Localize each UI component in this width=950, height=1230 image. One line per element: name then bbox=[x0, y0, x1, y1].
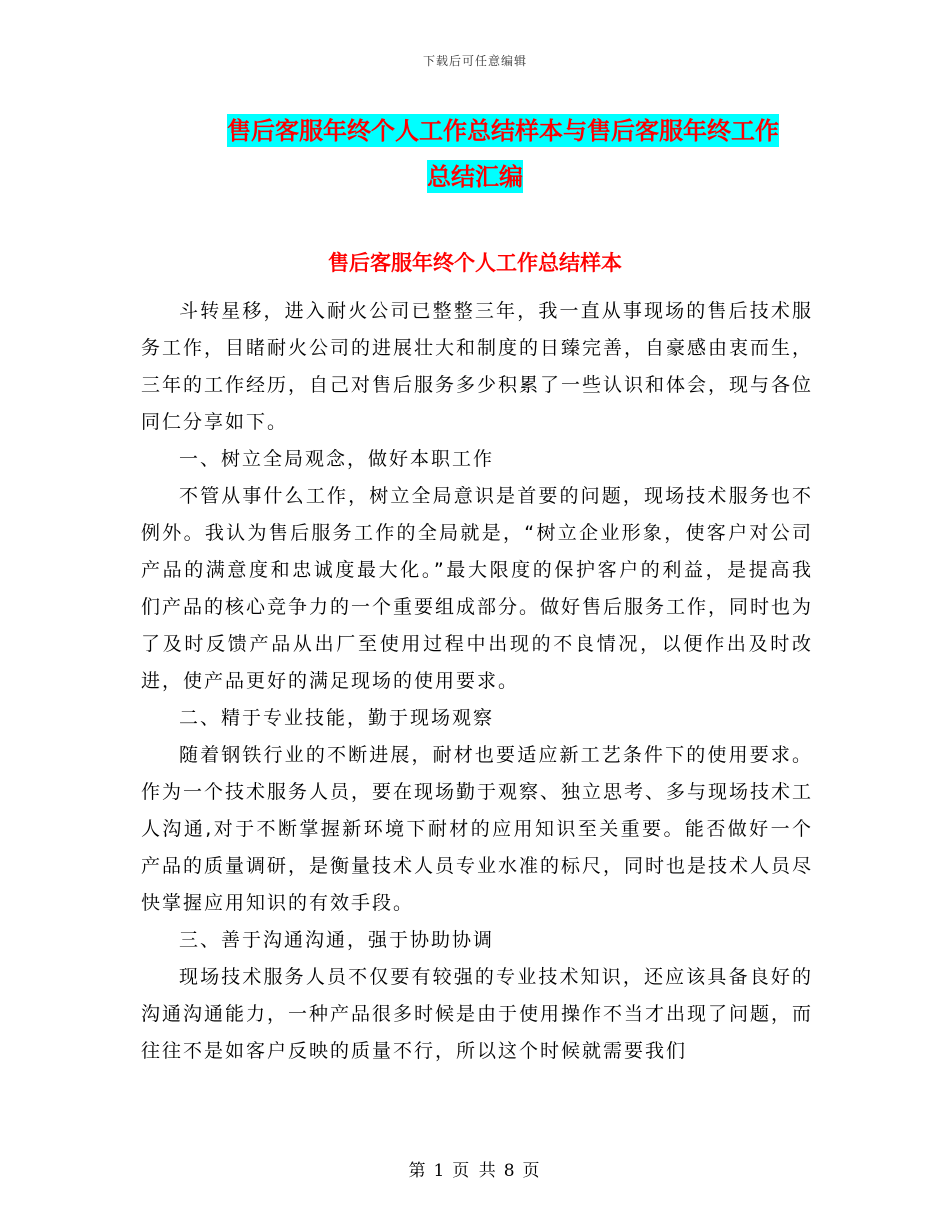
document-title bbox=[0, 108, 950, 200]
footer-total-pages: 8 bbox=[503, 1161, 517, 1181]
footer-middle: 页 共 bbox=[452, 1161, 498, 1181]
page-footer bbox=[0, 1156, 950, 1181]
paragraph-2: 随着钢铁行业的不断进展，耐材也要适应新工艺条件下的使用要求。作为一个技术服务人员，要在现场勤于观察、独立思考、多与现场技术工人沟通,对于不断掌握新环境下耐材的应用知识至关重要。能否做好一个产品的质量调研，是衡量技术人员专业水准的标尺，同时也是技术人员尽快掌握应用知识的有效手段。 bbox=[141, 744, 814, 914]
document-body bbox=[141, 293, 813, 1070]
paragraph-1: 不管从事什么工作，树立全局意识是首要的问题，现场技术服务也不例外。我认为售后服务工作的全局就是，“树立企业形象，使客户对公司产品的满意度和忠诚度最大化。”最大限度的保护客户的利益，是提高我们产品的核心竞争力的一个重要组成部分。做好售后服务工作，同时也为了及时反馈产品从出厂至使用过程中出现的不良情况，以便作出及时改进，使产品更好的满足现场的使用要求。 bbox=[141, 485, 814, 692]
heading-3: 三、善于沟通沟通，强于协助协调 bbox=[179, 929, 495, 951]
section-title: 售后客服年终个人工作总结样本 bbox=[328, 250, 622, 275]
heading-2: 二、精于专业技能，勤于现场观察 bbox=[179, 707, 495, 729]
paragraph-3: 现场技术服务人员不仅要有较强的专业技术知识，还应该具备良好的沟通沟通能力，一种产品很多时候是由于使用操作不当才出现了问题，而往往不是如客户反映的质量不行，所以这个时候就需要我们 bbox=[141, 966, 814, 1062]
paragraph-intro: 斗转星移，进入耐火公司已整整三年，我一直从事现场的售后技术服务工作，目睹耐火公司的进展壮大和制度的日臻完善，自豪感由衷而生，三年的工作经历，自己对售后服务多少积累了一些认识和体会，现与各位同仁分享如下。 bbox=[141, 300, 814, 433]
document-title-line1: 售后客服年终个人工作总结样本与售后客服年终工作 bbox=[227, 116, 779, 145]
page-header-note: 下载后可任意编辑 bbox=[422, 54, 527, 68]
footer-page-number: 1 bbox=[433, 1161, 447, 1181]
document-title-line2: 总结汇编 bbox=[427, 162, 523, 191]
heading-1: 一、树立全局观念，做好本职工作 bbox=[179, 448, 495, 470]
footer-suffix: 页 bbox=[522, 1161, 542, 1181]
footer-prefix: 第 bbox=[408, 1161, 428, 1181]
